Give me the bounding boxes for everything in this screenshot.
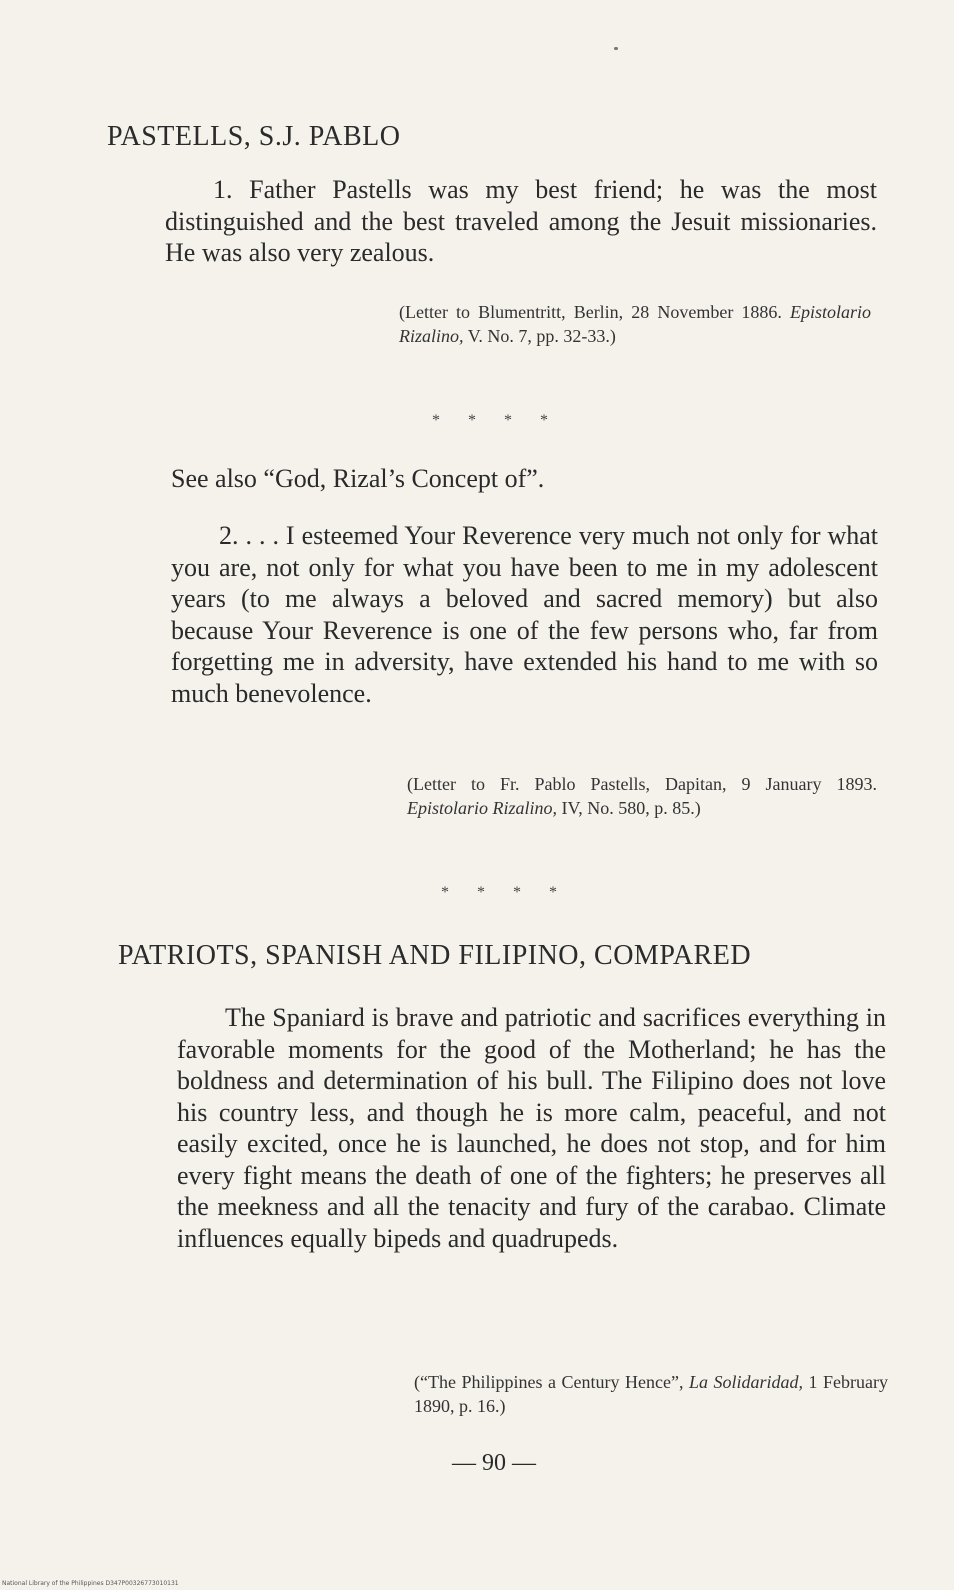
- section-divider-stars: * * * *: [432, 412, 560, 429]
- entry-heading-patriots: PATRIOTS, SPANISH AND FILIPINO, COMPARED: [118, 940, 752, 971]
- citation-1-prefix: (Letter to Blumentritt, Berlin, 28 November 1886.: [399, 302, 782, 322]
- citation-1-work: Epistolario Rizalino,: [399, 302, 871, 346]
- entry-paragraph-patriots: The Spaniard is brave and patriotic and sacrifices everything in favorable moments for the good of the Motherland; he has the boldness and determination of his bull. The Filipino does not love his country less, and though he is more calm, peaceful, and not easily excited, once he is launched, he does not stop, and for him every fight means the death of one of the fighters; he preserves all the meekness and all the tenacity and fury of the carabao. Climate influences equally bipeds and quadrupeds.: [177, 1003, 886, 1253]
- entry-paragraph-1: 1. Father Pastells was my best friend; he was the most distinguished and the best traveled among the Jesuit missionaries. He was also very zealous.: [165, 175, 877, 267]
- see-also-reference: See also “God, Rizal’s Concept of”.: [171, 464, 545, 493]
- scan-footer-credit: National Library of the Philippines D347P00326773010131: [2, 1580, 179, 1587]
- entry-paragraph-2: 2. . . . I esteemed Your Reverence very much not only for what you are, not only for what you have been to me in my adolescent years (to me always a beloved and sacred memory) but also because Your Reverence is one of the few persons who, far from forgetting me in adversity, have extended his hand to me with so much benevolence.: [171, 521, 878, 708]
- page-number: — 90 —: [452, 1450, 536, 1476]
- citation-2-prefix: (Letter to Fr. Pablo Pastells, Dapitan, 9 January 1893.: [407, 774, 877, 794]
- citation-2: [407, 772, 877, 820]
- citation-3-prefix: (“The Philippines a Century Hence”,: [414, 1372, 684, 1392]
- section-divider-stars-2: * * * *: [441, 884, 569, 901]
- citation-1: [399, 300, 871, 348]
- citation-2-work: Epistolario Rizalino,: [407, 798, 558, 818]
- citation-2-suffix: IV, No. 580, p. 85.): [561, 798, 701, 818]
- citation-3-suffix: 1 February 1890, p. 16.): [414, 1372, 889, 1416]
- scan-speck: [614, 47, 618, 50]
- citation-1-suffix: V. No. 7, pp. 32-33.): [467, 326, 616, 346]
- entry-heading-pastells: PASTELLS, S.J. PABLO: [107, 121, 401, 152]
- citation-3: [414, 1370, 888, 1418]
- citation-3-work: La Solidaridad,: [688, 1372, 803, 1392]
